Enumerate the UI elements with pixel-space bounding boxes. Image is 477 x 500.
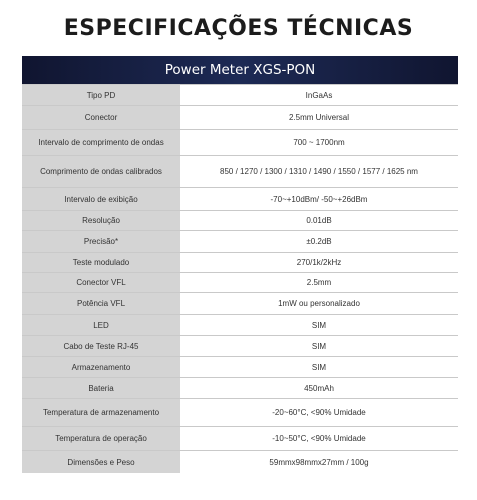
spec-label: Conector VFL (22, 273, 180, 292)
table-row (22, 398, 458, 426)
spec-label: Bateria (22, 378, 180, 398)
page-title: ESPECIFICAÇÕES TÉCNICAS (63, 16, 414, 41)
spec-label: Dimensões e Peso (22, 451, 180, 473)
table-header: Power Meter XGS-PON (22, 56, 458, 84)
spec-label: Comprimento de ondas calibrados (22, 156, 180, 187)
spec-label: Intervalo de comprimento de ondas (22, 130, 180, 155)
spec-value: SIM (180, 336, 458, 356)
spec-label: Conector (22, 106, 180, 129)
spec-value: ±0.2dB (180, 231, 458, 252)
spec-label: Temperatura de armazenamento (22, 399, 180, 426)
spec-label: LED (22, 315, 180, 335)
spec-label: Potência VFL (22, 293, 180, 314)
table-row (22, 155, 458, 187)
table-row (22, 252, 458, 272)
spec-value: 2.5mm (180, 273, 458, 292)
table-row (22, 314, 458, 335)
spec-value: 1mW ou personalizado (180, 293, 458, 314)
table-row (22, 292, 458, 314)
spec-value: -70~+10dBm/ -50~+26dBm (180, 188, 458, 210)
spec-label: Temperatura de operação (22, 427, 180, 450)
table-row (22, 272, 458, 292)
spec-value: -10~50°C, <90% Umidade (180, 427, 458, 450)
spec-value: 850 / 1270 / 1300 / 1310 / 1490 / 1550 / 1577 / 1625 nm (180, 156, 458, 187)
spec-value: 270/1k/2kHz (180, 253, 458, 272)
spec-value: 450mAh (180, 378, 458, 398)
spec-label: Teste modulado (22, 253, 180, 272)
table-row (22, 450, 458, 473)
table-row (22, 210, 458, 230)
table-row (22, 335, 458, 356)
table-row (22, 230, 458, 252)
spec-value: SIM (180, 357, 458, 377)
table-row (22, 187, 458, 210)
spec-value: 59mmx98mmx27mm / 100g (180, 451, 458, 473)
spec-value: InGaAs (180, 85, 458, 105)
table-row (22, 105, 458, 129)
table-row (22, 356, 458, 377)
spec-value: 700 ~ 1700nm (180, 130, 458, 155)
table-row (22, 129, 458, 155)
table-row (22, 377, 458, 398)
spec-label: Intervalo de exibição (22, 188, 180, 210)
spec-rows (22, 84, 458, 473)
spec-label: Tipo PD (22, 85, 180, 105)
spec-label: Armazenamento (22, 357, 180, 377)
spec-value: 2.5mm Universal (180, 106, 458, 129)
spec-value: 0.01dB (180, 211, 458, 230)
spec-label: Resolução (22, 211, 180, 230)
spec-label: Cabo de Teste RJ-45 (22, 336, 180, 356)
table-row (22, 84, 458, 105)
spec-table (22, 56, 458, 473)
spec-value: SIM (180, 315, 458, 335)
spec-label: Precisão* (22, 231, 180, 252)
spec-value: -20~60°C, <90% Umidade (180, 399, 458, 426)
table-row (22, 426, 458, 450)
